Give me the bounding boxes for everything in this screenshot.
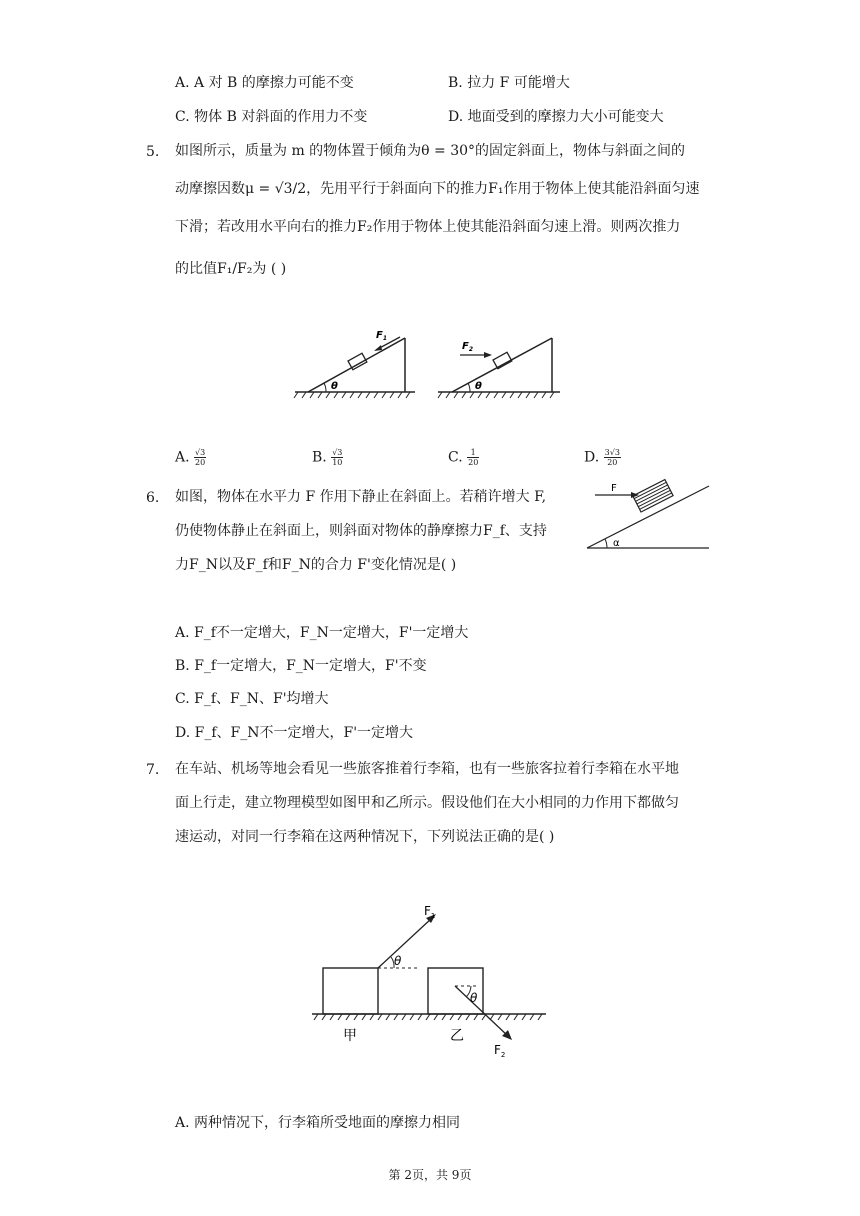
box-jia: [323, 968, 378, 1014]
option-letter: A.: [175, 625, 190, 641]
q5-line-4: 的比值F₁/F₂为 ( ): [175, 261, 287, 277]
q7-luggage-figure: [310, 898, 550, 1058]
option-letter: C.: [175, 691, 190, 707]
option-letter: D.: [175, 725, 191, 741]
option-fraction: $\frac{√3}{10}$: [332, 448, 343, 468]
option-letter: B.: [448, 75, 463, 91]
option-text: 两种情况下，行李箱所受地面的摩擦力相同: [194, 1115, 461, 1131]
option-text: 地面受到的摩擦力大小可能变大: [467, 109, 664, 125]
q5-incline-figure: [290, 322, 570, 402]
option-letter: B.: [175, 658, 190, 674]
option-letter: A.: [175, 449, 190, 466]
option-letter: B.: [312, 449, 327, 466]
option-text: F_f、F_N不一定增大，F'一定增大: [194, 725, 414, 741]
f2-label: $F_2$: [494, 1043, 506, 1058]
alpha-label: α: [613, 538, 620, 549]
q6-line-3: 力F_N以及F_f和F_N的合力 F'变化情况是( ): [175, 557, 457, 573]
q6-number: 6.: [146, 490, 160, 506]
q4-option-c: [175, 110, 367, 124]
f2-label: $F_2$: [462, 341, 474, 353]
q6-option-a: [175, 626, 468, 640]
f1-label: $F_1$: [376, 330, 388, 342]
option-text: 拉力 F 可能增大: [467, 75, 570, 91]
q4-option-b: [448, 76, 570, 90]
theta-label: θ: [470, 991, 478, 1005]
q7-line-2: 面上行走，建立物理模型如图甲和乙所示。假设他们在大小相同的力作用下都做匀: [175, 795, 679, 811]
q6-incline-figure: [585, 478, 715, 554]
option-letter: D.: [584, 449, 600, 466]
q7-line-3: 速运动，对同一行李箱在这两种情况下，下列说法正确的是( ): [175, 829, 555, 845]
q4-option-d: [448, 110, 664, 124]
q4-option-a: [175, 76, 354, 90]
option-letter: C.: [448, 449, 463, 466]
q5-option-b: [312, 448, 343, 467]
option-text: 物体 B 对斜面的作用力不变: [194, 109, 368, 125]
q7-number: 7.: [146, 762, 160, 778]
option-letter: A.: [175, 75, 190, 91]
q7-line-1: 在车站、机场等地会看见一些旅客推着行李箱，也有一些旅客拉着行李箱在水平地: [175, 761, 679, 777]
q5-line-3: 下滑；若改用水平向右的推力F₂作用于物体上使其能沿斜面匀速上滑。则两次推力: [175, 219, 681, 235]
q6-option-b: [175, 659, 427, 673]
option-text: F_f一定增大，F_N一定增大，F'不变: [194, 658, 427, 674]
incline-left: [294, 330, 415, 398]
theta-label: θ: [475, 381, 482, 392]
q7-option-a: [175, 1116, 460, 1130]
q6-option-d: [175, 726, 413, 740]
force-label: F: [611, 483, 617, 494]
option-text: F_f不一定增大，F_N一定增大，F'一定增大: [194, 625, 469, 641]
option-letter: A.: [175, 1115, 190, 1131]
option-text: A 对 B 的摩擦力可能不变: [194, 75, 354, 91]
option-letter: C.: [175, 109, 190, 125]
q6-option-c: [175, 692, 329, 706]
page-footer: 第 2页，共 9页: [388, 1168, 472, 1182]
option-text: F_f、F_N、F'均增大: [194, 691, 329, 707]
incline-right: [438, 338, 560, 398]
q5-option-d: [584, 448, 621, 467]
option-letter: D.: [448, 109, 464, 125]
option-fraction: $\frac{√3}{20}$: [195, 448, 206, 468]
q6-line-1: 如图，物体在水平力 F 作用下静止在斜面上。若稍许增大 F,: [175, 489, 547, 505]
label-yi: 乙: [450, 1028, 464, 1044]
q5-option-c: [448, 448, 479, 467]
q5-option-a: [175, 448, 206, 467]
q5-number: 5.: [146, 144, 160, 160]
q5-line-1: 如图所示，质量为 m 的物体置于倾角为θ = 30°的固定斜面上，物体与斜面之间的: [175, 143, 686, 159]
q5-line-2: 动摩擦因数μ = √3/2，先用平行于斜面向下的推力F₁作用于物体上使其能沿斜面匀速: [175, 181, 700, 197]
option-fraction: $\frac{3√3}{20}$: [604, 448, 620, 468]
theta-label: θ: [331, 381, 338, 392]
f1-label: $F_1$: [424, 904, 436, 920]
theta-label: θ: [394, 954, 402, 968]
option-fraction: $\frac{1}{20}$: [468, 448, 479, 468]
label-jia: 甲: [343, 1028, 357, 1044]
q6-line-2: 仍使物体静止在斜面上，则斜面对物体的静摩擦力F_f、支持: [175, 523, 547, 539]
